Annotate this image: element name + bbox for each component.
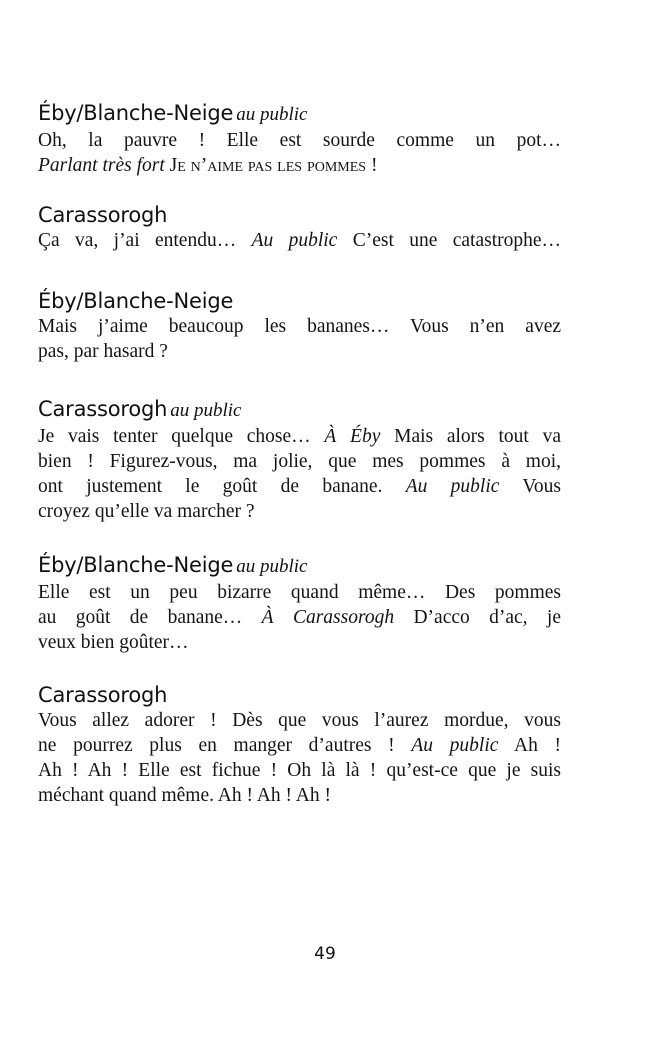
text-segment: D’acco d’ac, je	[394, 607, 561, 628]
speaker-name: Éby/Blanche-Neige	[38, 101, 234, 125]
speaker-name: Carassorogh	[38, 683, 168, 707]
dialogue-line	[38, 605, 561, 630]
dialogue-line	[38, 449, 561, 474]
stage-direction-inline: Au public	[405, 476, 500, 497]
speaker-heading	[38, 202, 561, 228]
text-segment: veux bien goûter…	[38, 632, 189, 653]
dialogue-line	[38, 758, 561, 783]
dialogue-line	[38, 128, 561, 153]
text-segment: Mais alors tout va	[380, 426, 561, 447]
shouted-text: Je n’aime pas les pommes !	[164, 155, 378, 176]
speaker-name: Éby/Blanche-Neige	[38, 553, 234, 577]
page-number: 49	[314, 944, 336, 964]
dialogue-line	[38, 153, 561, 178]
stage-direction-inline: Au public	[411, 735, 499, 756]
dialogue-block	[38, 100, 561, 178]
text-segment: Vous allez adorer ! Dès que vous l’aurez mordue, vous	[38, 710, 561, 731]
dialogue-line	[38, 708, 561, 733]
text-segment: Oh, la pauvre ! Elle est sourde comme un pot…	[38, 130, 561, 151]
text-segment: pas, par hasard ?	[38, 341, 168, 362]
speaker-heading	[38, 396, 561, 424]
text-segment: croyez qu’elle va marcher ?	[38, 501, 255, 522]
text-segment: Je vais tenter quelque chose…	[38, 426, 325, 447]
speaker-heading	[38, 100, 561, 128]
dialogue-block	[38, 682, 561, 808]
stage-direction-inline: Parlant très fort	[38, 155, 165, 176]
dialogue-block	[38, 288, 561, 364]
speaker-name: Carassorogh	[38, 203, 168, 227]
dialogue-line	[38, 474, 561, 499]
text-segment: Ah !	[498, 735, 561, 756]
dialogue-line	[38, 580, 561, 605]
text-segment: méchant quand même. Ah ! Ah ! Ah !	[38, 785, 331, 806]
text-segment: Mais j’aime beaucoup les bananes… Vous n’en avez	[38, 316, 561, 337]
stage-direction: au public	[236, 556, 308, 577]
speaker-name: Éby/Blanche-Neige	[38, 289, 234, 313]
stage-direction-inline: À Éby	[324, 426, 381, 447]
stage-direction: au public	[170, 400, 242, 421]
speaker-name: Carassorogh	[38, 397, 168, 421]
speaker-heading	[38, 682, 561, 708]
dialogue-block	[38, 552, 561, 655]
text-segment: Elle est un peu bizarre quand même… Des pommes	[38, 582, 561, 603]
text-segment: bien ! Figurez-vous, ma jolie, que mes pommes à moi,	[38, 451, 561, 472]
speaker-heading	[38, 552, 561, 580]
dialogue-block	[38, 396, 561, 524]
text-segment: Ah ! Ah ! Elle est fichue ! Oh là là ! qu’est-ce que je suis	[38, 760, 561, 781]
text-segment: C’est une catastrophe…	[337, 230, 562, 251]
dialogue-line	[38, 783, 561, 808]
stage-direction-inline: Au public	[251, 230, 338, 251]
text-segment: au goût de banane…	[38, 607, 262, 628]
dialogue-block	[38, 202, 561, 253]
dialogue-line	[38, 339, 561, 364]
dialogue-line	[38, 314, 561, 339]
dialogue-line	[38, 733, 561, 758]
text-segment: Vous	[499, 476, 561, 497]
dialogue-line	[38, 228, 561, 253]
text-segment: ne pourrez plus en manger d’autres !	[38, 735, 412, 756]
speaker-heading	[38, 288, 561, 314]
dialogue-line	[38, 499, 561, 524]
dialogue-line	[38, 630, 561, 655]
dialogue-line	[38, 424, 561, 449]
text-segment: ont justement le goût de banane.	[38, 476, 406, 497]
text-segment: Ça va, j’ai entendu…	[38, 230, 252, 251]
stage-direction-inline: À Carassorogh	[261, 607, 395, 628]
stage-direction: au public	[236, 104, 308, 125]
